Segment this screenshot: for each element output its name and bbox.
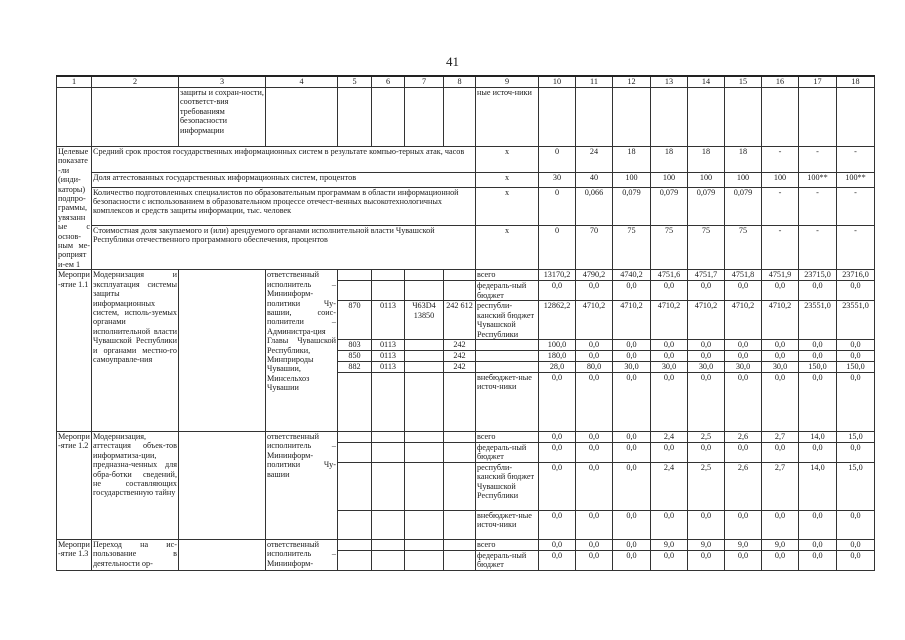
- value-cell: 0,0: [613, 339, 651, 350]
- cell-empty: [179, 539, 266, 570]
- value-cell: 100,0: [539, 339, 576, 350]
- value-cell: 0,0: [688, 372, 725, 431]
- value-cell: 0: [539, 187, 576, 225]
- budget-code: [405, 539, 444, 550]
- value-cell: 0,0: [762, 510, 799, 539]
- value-cell: 0,0: [539, 550, 576, 570]
- cell-empty: [539, 88, 576, 147]
- cell-empty: [613, 88, 651, 147]
- value-cell: 0,0: [725, 510, 762, 539]
- budget-code: [405, 431, 444, 442]
- value-cell: 0,0: [688, 442, 725, 462]
- value-cell: 0,0: [576, 510, 613, 539]
- value-cell: 0,0: [688, 350, 725, 361]
- budget-code: 0113: [372, 301, 405, 340]
- budget-code: [444, 270, 476, 281]
- cell-empty: [266, 88, 338, 147]
- value-cell: 18: [613, 147, 651, 173]
- value-cell: 0,0: [762, 281, 799, 301]
- value-cell: 70: [576, 225, 613, 270]
- budget-code: [444, 510, 476, 539]
- table-row: [57, 147, 875, 173]
- budget-table: [56, 75, 875, 571]
- column-header: 7: [405, 76, 444, 88]
- value-cell: 23716,0: [837, 270, 875, 281]
- table-row: [57, 539, 875, 550]
- budget-code: [405, 550, 444, 570]
- value-cell: 9,0: [762, 539, 799, 550]
- value-cell: 13170,2: [539, 270, 576, 281]
- value-cell: 0: [539, 147, 576, 173]
- value-cell: 0,079: [651, 187, 688, 225]
- value-cell: 150,0: [837, 361, 875, 372]
- value-cell: 100: [651, 173, 688, 187]
- page-number: 41: [446, 54, 459, 69]
- value-cell: 0,0: [576, 550, 613, 570]
- value-cell: 100: [762, 173, 799, 187]
- value-cell: 18: [688, 147, 725, 173]
- column-header: 6: [372, 76, 405, 88]
- value-cell: 0,0: [651, 372, 688, 431]
- value-cell: 4710,2: [576, 301, 613, 340]
- value-cell: 80,0: [576, 361, 613, 372]
- budget-code: [372, 442, 405, 462]
- value-cell: 4740,2: [613, 270, 651, 281]
- funding-source: внебюджет-ные источ-ники: [476, 372, 539, 431]
- value-cell: 14,0: [799, 462, 837, 510]
- value-cell: 0,0: [725, 350, 762, 361]
- budget-code: [444, 281, 476, 301]
- executor-text: ответственный исполнитель – Мининформ-: [266, 539, 338, 570]
- budget-code: 882: [338, 361, 372, 372]
- value-cell: 0,0: [576, 281, 613, 301]
- value-cell: -: [837, 147, 875, 173]
- cell-empty: [92, 88, 179, 147]
- cell-empty: [444, 88, 476, 147]
- funding-source: внебюджет-ные источ-ники: [476, 510, 539, 539]
- budget-code: [405, 281, 444, 301]
- budget-code: 0113: [372, 361, 405, 372]
- funding-source: республи-канский бюджет Чувашской Республики: [476, 462, 539, 510]
- value-cell: 2,7: [762, 462, 799, 510]
- column-header: 14: [688, 76, 725, 88]
- value-cell: 0,0: [725, 442, 762, 462]
- table-row: [57, 225, 875, 270]
- value-cell: 2,5: [688, 462, 725, 510]
- cell-text: x: [476, 225, 539, 270]
- value-cell: 0,0: [613, 510, 651, 539]
- value-cell: 0,079: [688, 187, 725, 225]
- budget-code: [338, 462, 372, 510]
- value-cell: 100**: [837, 173, 875, 187]
- value-cell: 30: [539, 173, 576, 187]
- value-cell: -: [762, 187, 799, 225]
- budget-code: 870: [338, 301, 372, 340]
- value-cell: 24: [576, 147, 613, 173]
- value-cell: 0,0: [762, 442, 799, 462]
- value-cell: 0,0: [539, 442, 576, 462]
- value-cell: 2,6: [725, 462, 762, 510]
- value-cell: 0,0: [799, 442, 837, 462]
- cell-text: x: [476, 147, 539, 173]
- value-cell: 28,0: [539, 361, 576, 372]
- value-cell: 23715,0: [799, 270, 837, 281]
- cell-text: x: [476, 173, 539, 187]
- cell-text: ные источ-ники: [476, 88, 539, 147]
- indicator-text: Средний срок простоя государственных информационных систем в результате компью-терных атак, часов: [92, 147, 476, 173]
- budget-code: [405, 350, 444, 361]
- budget-code: [372, 270, 405, 281]
- value-cell: -: [799, 147, 837, 173]
- budget-code: [372, 510, 405, 539]
- value-cell: 0,0: [799, 339, 837, 350]
- value-cell: 23551,0: [799, 301, 837, 340]
- value-cell: 100**: [799, 173, 837, 187]
- value-cell: -: [762, 225, 799, 270]
- value-cell: 0,0: [539, 431, 576, 442]
- value-cell: 0,0: [837, 539, 875, 550]
- measure-label: Меропри-ятие 1.3: [57, 539, 92, 570]
- value-cell: 0,0: [837, 339, 875, 350]
- value-cell: 0,0: [576, 539, 613, 550]
- value-cell: 12862,2: [539, 301, 576, 340]
- table-row: [57, 270, 875, 281]
- value-cell: 0,0: [576, 442, 613, 462]
- value-cell: 150,0: [799, 361, 837, 372]
- value-cell: 0,079: [725, 187, 762, 225]
- value-cell: -: [762, 147, 799, 173]
- value-cell: 18: [651, 147, 688, 173]
- budget-code: [405, 361, 444, 372]
- column-header: 17: [799, 76, 837, 88]
- budget-code: [405, 372, 444, 431]
- value-cell: 0,0: [651, 339, 688, 350]
- value-cell: 0,0: [613, 539, 651, 550]
- value-cell: 15,0: [837, 431, 875, 442]
- value-cell: 4751,8: [725, 270, 762, 281]
- budget-code: [372, 462, 405, 510]
- value-cell: 0,0: [576, 462, 613, 510]
- funding-source: всего: [476, 539, 539, 550]
- funding-source: федераль-ный бюджет: [476, 442, 539, 462]
- value-cell: -: [837, 225, 875, 270]
- funding-source: [476, 350, 539, 361]
- table-row: [57, 187, 875, 225]
- value-cell: 0,0: [539, 510, 576, 539]
- column-header: 13: [651, 76, 688, 88]
- value-cell: 0: [539, 225, 576, 270]
- measure-description: Модернизация, аттестация объек-тов информатиза-ции, предназна-ченных для обра-ботки сведений, не составляющих государственную тайну: [92, 431, 179, 539]
- value-cell: 0,0: [539, 539, 576, 550]
- value-cell: 0,0: [688, 339, 725, 350]
- table-header-row: [57, 76, 875, 88]
- value-cell: 2,4: [651, 462, 688, 510]
- value-cell: 0,0: [725, 372, 762, 431]
- budget-code: 850: [338, 350, 372, 361]
- value-cell: 9,0: [688, 539, 725, 550]
- cell-empty: [179, 270, 266, 432]
- column-header: 15: [725, 76, 762, 88]
- cell-empty: [837, 88, 875, 147]
- value-cell: 0,0: [837, 281, 875, 301]
- cell-empty: [576, 88, 613, 147]
- cell-empty: [338, 88, 372, 147]
- column-header: 4: [266, 76, 338, 88]
- value-cell: 0,0: [613, 350, 651, 361]
- value-cell: 75: [688, 225, 725, 270]
- value-cell: 0,0: [837, 510, 875, 539]
- value-cell: 0,0: [613, 442, 651, 462]
- budget-code: 242 612: [444, 301, 476, 340]
- value-cell: 0,0: [613, 550, 651, 570]
- value-cell: 30,0: [688, 361, 725, 372]
- budget-code: [338, 270, 372, 281]
- cell-empty: [799, 88, 837, 147]
- value-cell: 2,5: [688, 431, 725, 442]
- value-cell: 30,0: [613, 361, 651, 372]
- value-cell: 0,0: [762, 550, 799, 570]
- value-cell: 0,0: [576, 372, 613, 431]
- value-cell: -: [799, 187, 837, 225]
- value-cell: 4710,2: [688, 301, 725, 340]
- value-cell: -: [799, 225, 837, 270]
- value-cell: 0,0: [613, 431, 651, 442]
- measure-description: Переход на ис-пользование в деятельности ор-: [92, 539, 179, 570]
- indicator-text: Стоимостная доля закупаемого и (или) арендуемого органами исполнительной власти Чувашской Республики отечественного программного обеспечения, процентов: [92, 225, 476, 270]
- value-cell: 0,0: [539, 462, 576, 510]
- value-cell: 0,0: [837, 350, 875, 361]
- budget-code: [338, 550, 372, 570]
- value-cell: 14,0: [799, 431, 837, 442]
- cell-empty: [762, 88, 799, 147]
- cell-text: x: [476, 187, 539, 225]
- value-cell: 0,079: [613, 187, 651, 225]
- budget-code: [444, 539, 476, 550]
- value-cell: 0,0: [613, 281, 651, 301]
- value-cell: 2,6: [725, 431, 762, 442]
- value-cell: 4790,2: [576, 270, 613, 281]
- value-cell: 0,0: [799, 539, 837, 550]
- measure-label: Меропри-ятие 1.1: [57, 270, 92, 432]
- budget-code: [405, 442, 444, 462]
- budget-code: [338, 539, 372, 550]
- budget-code: [372, 281, 405, 301]
- value-cell: 2,4: [651, 431, 688, 442]
- value-cell: 75: [613, 225, 651, 270]
- value-cell: 0,0: [576, 339, 613, 350]
- value-cell: 0,0: [837, 550, 875, 570]
- column-header: 5: [338, 76, 372, 88]
- column-header: 3: [179, 76, 266, 88]
- value-cell: 0,0: [799, 550, 837, 570]
- value-cell: 2,7: [762, 431, 799, 442]
- budget-code: [372, 431, 405, 442]
- column-header: 9: [476, 76, 539, 88]
- value-cell: 0,0: [576, 431, 613, 442]
- value-cell: 0,0: [688, 510, 725, 539]
- indicator-text: Доля аттестованных государственных информационных систем, процентов: [92, 173, 476, 187]
- table-row: [57, 431, 875, 442]
- column-header: 11: [576, 76, 613, 88]
- value-cell: 4710,2: [613, 301, 651, 340]
- column-header: 2: [92, 76, 179, 88]
- funding-source: республи-канский бюджет Чувашской Республики: [476, 301, 539, 340]
- funding-source: [476, 361, 539, 372]
- budget-code: [372, 539, 405, 550]
- value-cell: 0,0: [651, 281, 688, 301]
- value-cell: 0,0: [799, 510, 837, 539]
- column-header: 10: [539, 76, 576, 88]
- column-header: 8: [444, 76, 476, 88]
- column-header: 18: [837, 76, 875, 88]
- table-row: [57, 88, 875, 147]
- cell-empty: [688, 88, 725, 147]
- executor-text: ответственный исполнитель – Мининформ-политики Чу-вашии, соис-полнители – Администра-ция Главы Чувашской Республики, Минприроды Чувашии, Минсельхоз Чувашии: [266, 270, 338, 432]
- budget-code: [338, 372, 372, 431]
- row-label: Целевые показате-ли (инди-каторы) подпро-граммы, увязанные с основ-ным ме-роприяти-ем 1: [58, 147, 90, 269]
- budget-code: [444, 372, 476, 431]
- value-cell: 0,0: [725, 281, 762, 301]
- value-cell: 9,0: [651, 539, 688, 550]
- value-cell: 75: [651, 225, 688, 270]
- value-cell: 0,0: [651, 442, 688, 462]
- budget-code: [405, 510, 444, 539]
- value-cell: 0,0: [613, 372, 651, 431]
- budget-code: [338, 281, 372, 301]
- value-cell: 40: [576, 173, 613, 187]
- value-cell: 23551,0: [837, 301, 875, 340]
- value-cell: 0,0: [688, 550, 725, 570]
- value-cell: 0,0: [762, 372, 799, 431]
- value-cell: 4751,7: [688, 270, 725, 281]
- value-cell: 15,0: [837, 462, 875, 510]
- indicator-text: Количество подготовленных специалистов по образовательным программам в области информационной безопасности с использованием в образовательном процессе отечест-венных высокотехнологичных комплексов и средств защиты информации, тыс. человек: [92, 187, 476, 225]
- value-cell: 0,0: [651, 550, 688, 570]
- budget-code: [405, 462, 444, 510]
- budget-code: [444, 462, 476, 510]
- funding-source: федераль-ный бюджет: [476, 281, 539, 301]
- budget-code: [372, 372, 405, 431]
- value-cell: 0,0: [799, 350, 837, 361]
- value-cell: 4751,9: [762, 270, 799, 281]
- value-cell: 0,0: [762, 339, 799, 350]
- column-header: 12: [613, 76, 651, 88]
- budget-code: 0113: [372, 339, 405, 350]
- value-cell: 0,0: [725, 339, 762, 350]
- cell-text: защиты и сохран-ности, соответст-вия требованиям безопасности информации: [179, 88, 266, 147]
- value-cell: 4751,6: [651, 270, 688, 281]
- cell-empty: [405, 88, 444, 147]
- budget-code: [444, 442, 476, 462]
- budget-code: [338, 442, 372, 462]
- funding-source: всего: [476, 431, 539, 442]
- value-cell: 18: [725, 147, 762, 173]
- value-cell: 0,0: [613, 462, 651, 510]
- value-cell: 0,066: [576, 187, 613, 225]
- value-cell: 9,0: [725, 539, 762, 550]
- budget-code: [372, 550, 405, 570]
- budget-code: [338, 510, 372, 539]
- value-cell: 30,0: [725, 361, 762, 372]
- value-cell: 100: [725, 173, 762, 187]
- table-row: [57, 173, 875, 187]
- value-cell: 0,0: [539, 281, 576, 301]
- budget-code: 803: [338, 339, 372, 350]
- value-cell: 0,0: [688, 281, 725, 301]
- value-cell: -: [837, 187, 875, 225]
- funding-source: [476, 339, 539, 350]
- value-cell: 75: [725, 225, 762, 270]
- budget-code: [405, 270, 444, 281]
- value-cell: 4710,2: [725, 301, 762, 340]
- cell-empty: [372, 88, 405, 147]
- funding-source: федераль-ный бюджет: [476, 550, 539, 570]
- budget-code: [338, 431, 372, 442]
- cell-empty: [179, 431, 266, 539]
- column-header: 1: [57, 76, 92, 88]
- executor-text: ответственный исполнитель – Мининформ-политики Чу-вашии: [266, 431, 338, 539]
- value-cell: 4710,2: [651, 301, 688, 340]
- value-cell: 0,0: [799, 372, 837, 431]
- budget-code: Ч63D4 13850: [405, 301, 444, 340]
- cell-empty: [651, 88, 688, 147]
- value-cell: 0,0: [762, 350, 799, 361]
- value-cell: 4710,2: [762, 301, 799, 340]
- budget-code: 242: [444, 350, 476, 361]
- value-cell: 180,0: [539, 350, 576, 361]
- value-cell: 0,0: [725, 550, 762, 570]
- budget-code: [444, 431, 476, 442]
- value-cell: 0,0: [651, 350, 688, 361]
- funding-source: всего: [476, 270, 539, 281]
- budget-code: 242: [444, 339, 476, 350]
- column-header: 16: [762, 76, 799, 88]
- value-cell: 30,0: [762, 361, 799, 372]
- value-cell: 0,0: [539, 372, 576, 431]
- cell-empty: [57, 88, 92, 147]
- value-cell: 0,0: [799, 281, 837, 301]
- budget-code: 0113: [372, 350, 405, 361]
- value-cell: 100: [613, 173, 651, 187]
- value-cell: 0,0: [651, 510, 688, 539]
- budget-code: [444, 550, 476, 570]
- budget-code: [405, 339, 444, 350]
- value-cell: 30,0: [651, 361, 688, 372]
- value-cell: 0,0: [576, 350, 613, 361]
- measure-description: Модернизация и эксплуатация системы защиты информационных систем, исполь-зуемых органами исполнительной власти Чувашской Республики и органами местно-го самоуправле-ния: [92, 270, 179, 432]
- cell-empty: [725, 88, 762, 147]
- value-cell: 100: [688, 173, 725, 187]
- value-cell: 0,0: [837, 372, 875, 431]
- budget-code: 242: [444, 361, 476, 372]
- measure-label: Меропри-ятие 1.2: [57, 431, 92, 539]
- value-cell: 0,0: [837, 442, 875, 462]
